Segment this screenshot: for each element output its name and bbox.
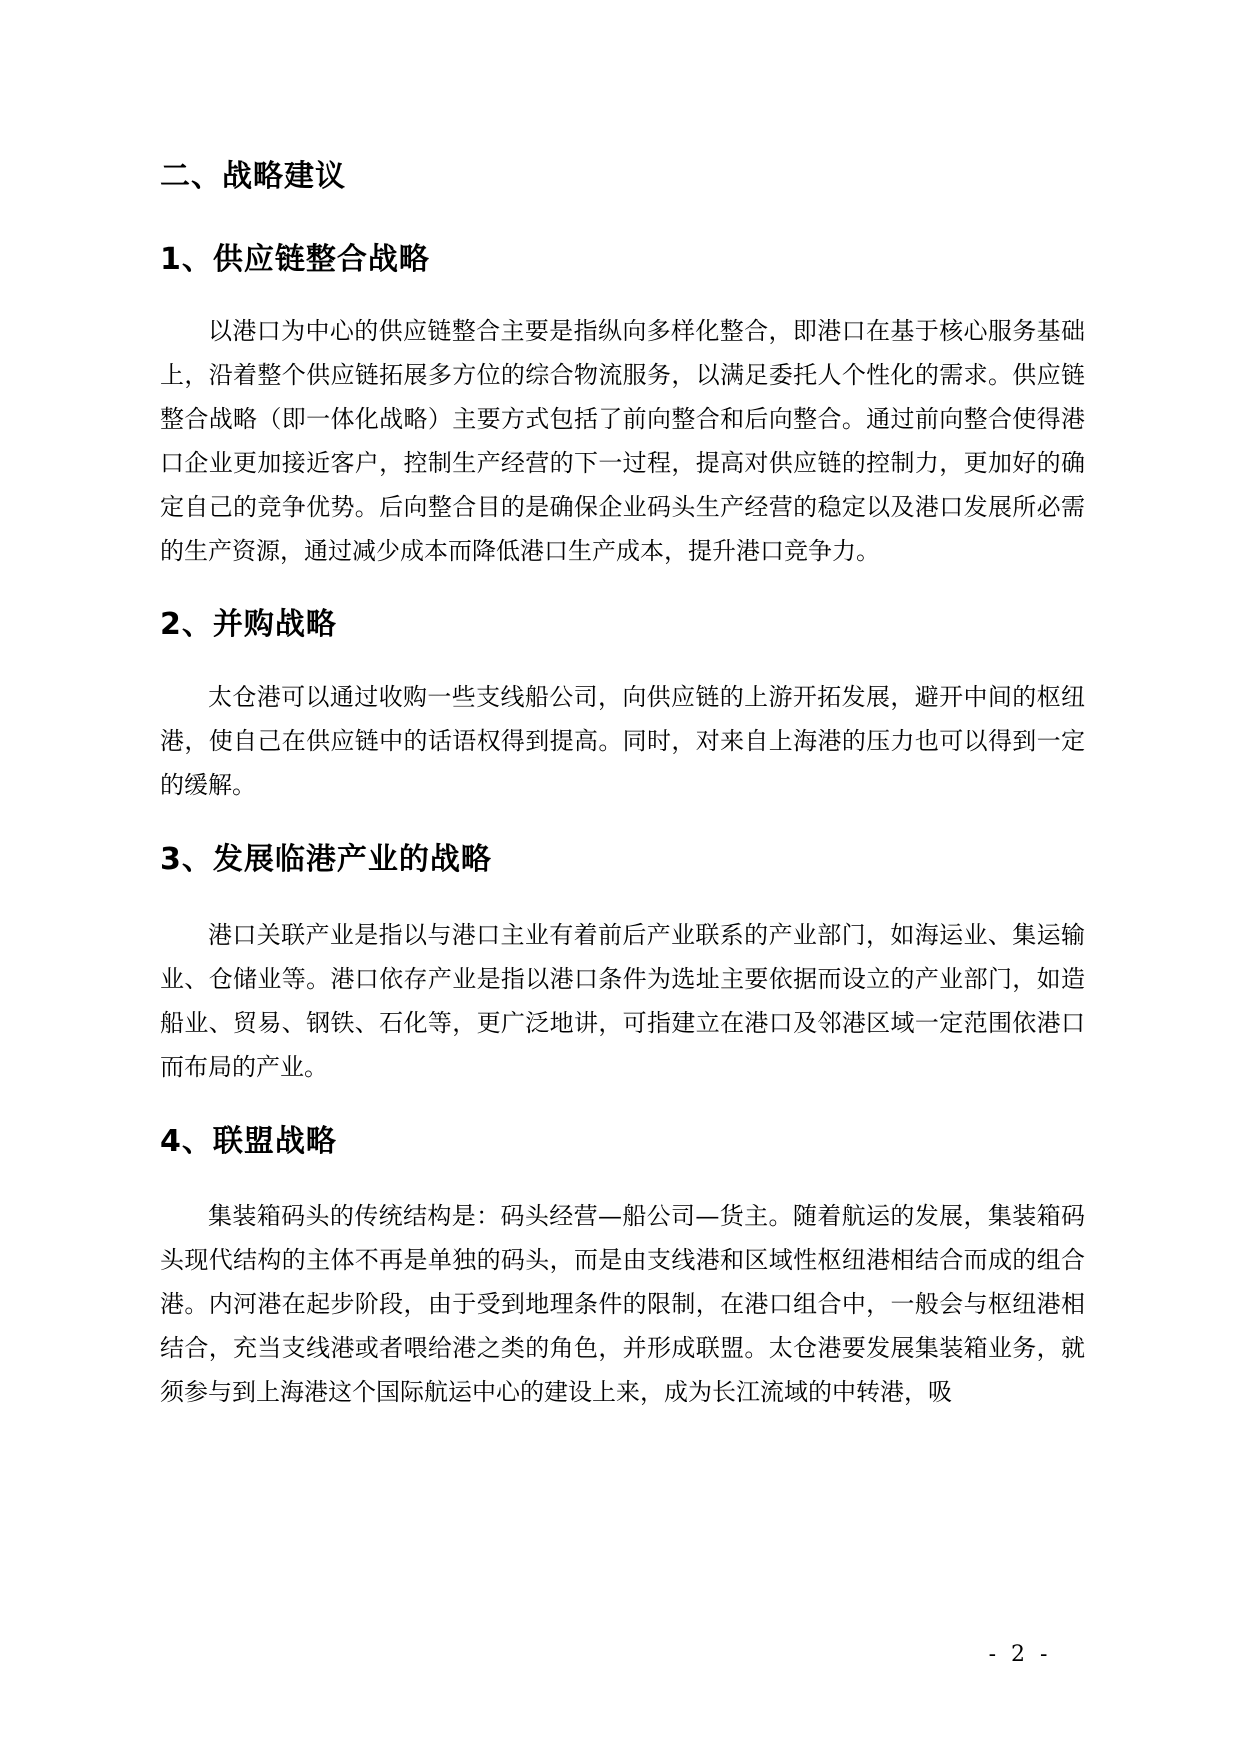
paragraph-merger: 太仓港可以通过收购一些支线船公司，向供应链的上游开拓发展，避开中间的枢纽港，使自己在供应链中的话语权得到提高。同时，对来自上海港的压力也可以得到一定的缓解。 [160,683,1085,799]
paragraph-alliance: 集装箱码头的传统结构是：码头经营—船公司—货主。随着航运的发展，集装箱码头现代结构的主体不再是单独的码头，而是由支线港和区域性枢纽港相结合而成的组合港。内河港在起步阶段，由于受到地理条件的限制，在港口组合中，一般会与枢纽港相结合，充当支线港或者喂给港之类的角色，并形成联盟。太仓港要发展集装箱业务，就须参与到上海港这个国际航运中心的建设上来，成为长江流域的中转港，吸 [160,1202,1085,1406]
paragraph-port-industry: 港口关联产业是指以与港口主业有着前后产业联系的产业部门，如海运业、集运输业、仓储业等。港口依存产业是指以港口条件为选址主要依据而设立的产业部门，如造船业、贸易、钢铁、石化等，更广泛地讲，可指建立在港口及邻港区域一定范围依港口而布局的产业。 [160,921,1085,1081]
section-heading-supply-chain: 1、供应链整合战略 [160,242,430,277]
main-heading: 二、战略建议 [160,159,346,194]
paragraph-supply-chain: 以港口为中心的供应链整合主要是指纵向多样化整合，即港口在基于核心服务基础上，沿着整个供应链拓展多方位的综合物流服务，以满足委托人个性化的需求。供应链整合战略（即一体化战略）主要方式包括了前向整合和后向整合。通过前向整合使得港口企业更加接近客户，控制生产经营的下一过程，提高对供应链的控制力，更加好的确定自己的竞争优势。后向整合目的是确保企业码头生产经营的稳定以及港口发展所必需的生产资源，通过减少成本而降低港口生产成本，提升港口竞争力。 [160,317,1085,565]
page-number: - 2 - [988,1642,1052,1667]
section-heading-port-industry: 3、发展临港产业的战略 [160,842,492,877]
section-heading-merger: 2、并购战略 [160,607,337,642]
section-heading-alliance: 4、联盟战略 [160,1124,337,1159]
